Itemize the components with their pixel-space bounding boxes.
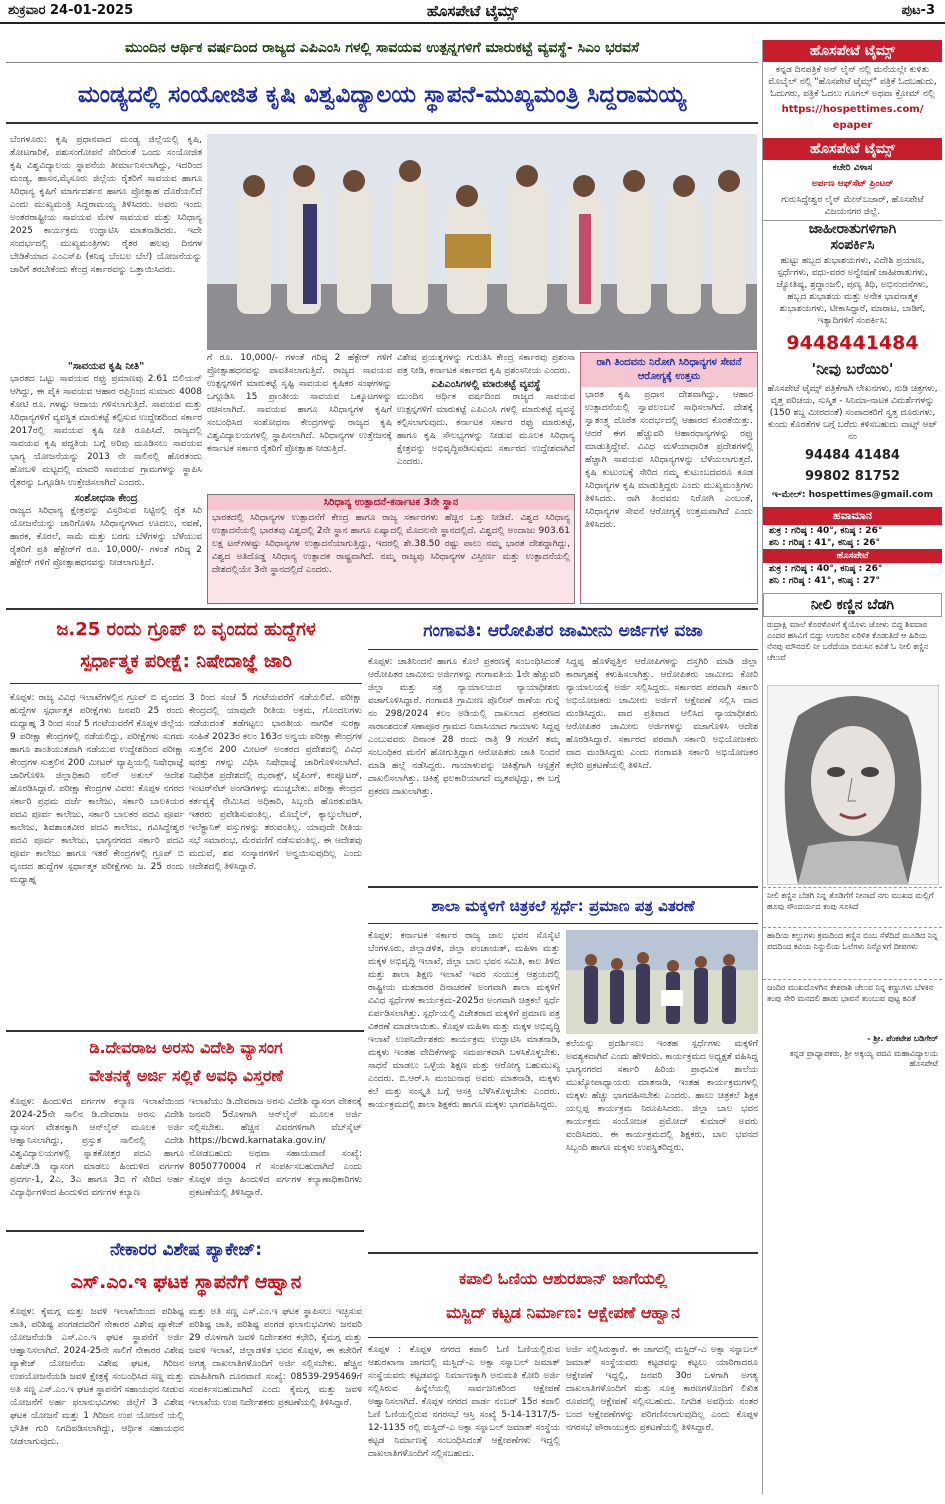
divider-4 <box>368 886 758 888</box>
devaraj-col2 <box>189 1096 362 1226</box>
kapali-title-line2: ಮಸ್ಜಿದ್ ಕಟ್ಟಡ ನಿರ್ಮಾಣ: ಆಕ್ಷೇಪಣೆ ಆಹ್ವಾನ <box>446 1303 680 1322</box>
groupb-title-line2: ಸ್ಪರ್ಧಾತ್ಮಕ ಪರೀಕ್ಷೆ: ನಿಷೇದಾಜ್ಞೆ ಜಾರಿ <box>80 651 292 672</box>
lead-col1 <box>10 134 202 360</box>
groupb-col2-text: 3 ರಿಂದ ಸಂಜೆ 5 ಗಂಟೆಯವರೆಗೆ ನಡೆಯಲಿವೆ. ಪರೀಕ್ಷಾ ಕೇಂದ್ರದಲ್ಲಿ ಯಾವುದೇ ರೀತಿಯ ಅಕ್ರಮ, ಗೊಂದಲಗಳು ನಡೆಯದಂತೆ ತಡೆಗಟ್ಟಲು ಭಾರತೀಯ ನಾಗರಿಕ ಸುರಕ್ಷಾ ಸಂಹಿತೆ 2023ರ ಕಲಂ 163ರ ಅನ್ವಯ ಪರೀಕ್ಷಾ ಕೇಂದ್ರಗಳ ಸುತ್ತಲಿನ 200 ಮೀಟರ್ ಅಂತರದ ಪ್ರದೇಶದಲ್ಲಿ ವಿವಿಧ ಷರತ್ತು ಗಳನ್ನು ವಿಧಿಸಿ ನಿಷೇಧಾಜ್ಞೆ ಜಾರಿಗೊಳಿಸಲಾಗಿದೆ. ನಿಷೇಧಿತ ಪ್ರದೇಶದಲ್ಲಿ ಝರಾಕ್ಸ್, ಟೈಪಿಂಗ್, ಕಂಪ್ಯೂಟರ್, ಇಂಟರ್‌ನೆಟ್ ಅಂಗಡಿಗಳನ್ನು ಮುಚ್ಚಬೇಕು. ಪರೀಕ್ಷಾ ಕೇಂದ್ರದ ಕರ್ತವ್ಯಕ್ಕೆ ನೇಮಿಸಿದ ಅಧಿಕಾರಿ, ಸಿಬ್ಬಂದಿ ಹೊರತುಪಡಿಸಿ ಇತರರು ಪ್ರವೇಶಿಸುವಂತಿಲ್ಲ. ಮೊಬೈಲ್, ಕ್ಯಾಲ್ಕುಲೇಟರ್, ಇಲೆಕ್ಟ್ರಾನಿಕ್ ವಸ್ತುಗಳನ್ನು ತರುವಂತಿಲ್ಲ. ಯಾವುದೇ ರೀತಿಯ ಸಭೆ ಸಮಾರಂಭ, ಮೆರವಣಿಗೆ ನಡೆಸುವಂತಿಲ್ಲ. ಈ ಆದೇಶವು ಮದುವೆ, ಶವ ಸಂಸ್ಕಾರಗಳಿಗೆ ಅನ್ವಯಿಸುವುದಿಲ್ಲ ಎಂದು ಆದೇಶದಲ್ಲಿ ತಿಳಿಸಿದ್ದಾರೆ. <box>189 693 362 872</box>
kapali-col1-text: ಕೊಪ್ಪಳ : ಕೊಪ್ಪಳ ನಗರದ ಕಪಾಲಿ ಓಣಿ ಓಣಿಯಲ್ಲಿರುವ ಆಶುರಖಾನಾ ಜಾಗದಲ್ಲಿ ಮಸ್ಜಿದ್-ಎ ಅಕ್ಸಾ ಸಸ್ನಾಬಲ್ ಜಮಾತ್ ಸಂಸ್ಥೆಯವರು ಕಟ್ಟಡವನ್ನು ನಿರ್ಮಾಣಕ್ಕಾಗಿ ಅನುಮತಿ ಕೋರಿ ಅರ್ಜಿ ಸಲ್ಲಿಸಿರುವ ಹಿನ್ನೆಲೆಯಲ್ಲಿ ಸಾರ್ವಜನಿಕರಿಂದ ಆಕ್ಷೇಪಣೆ ಆಹ್ವಾನಿಸಲಾಗಿದೆ. ಕೊಪ್ಪಳ ನಗರದ ವಾರ್ಡ ನಂಬರ್ 15ರ ಕಪಾಲಿ ಓಣಿ ಓಣಿಯಲ್ಲಿರುವ ನಗರಸಭೆ ಆಸ್ತಿ ಸಂಖ್ಯೆ 5-14-1317/5-12-1135 ರಲ್ಲಿ ಮಸ್ಜಿದ್-ಎ ಅಕ್ಸಾ ಸಸ್ನಾಬಲ್ ಜಮಾತ್ ಸಂಸ್ಥೆಯ ಕಟ್ಟಡ ನಿರ್ಮಾಣಕ್ಕೆ ಸಂಬಂಧಿಸಿದಂತೆ ಆಕ್ಷೇಪಣೆಗಳು ಇದ್ದಲ್ಲಿ ದಾಖಲಾತಿಗಳೊಂದಿಗೆ ಸಲ್ಲಿಸಬಹುದು. <box>368 1345 560 1459</box>
lead-col3b-text: ಮುಂದಿನ ಆರ್ಥಿಕ ವರ್ಷದಿಂದ ರಾಜ್ಯದ ಸಾವಯವ ಉತ್ಪನ್ನಗಳಿಗೆ ಮಾರುಕಟ್ಟೆ ಎಪಿಎಂಸಿ ಗಳಲ್ಲಿ ಮಾರುಕಟ್ಟೆ ವ್ಯವಸ್ಥೆ ಕಲ್ಪಿಸಲಾಗುವುದು. ಕರ್ನಾಟಕ ಸರ್ಕಾರ ರಫ್ತು ಮಾರುಕಟ್ಟೆ, ಹಾಗೂ ಕೃಷಿ ಸೌಲಭ್ಯಗಳನ್ನು ನೀಡುವ ಮೂಲಕ ಸಿರಿಧಾನ್ಯ ಕ್ಷೇತ್ರವನ್ನು ಅಭಿವೃದ್ಧಿಪಡಿಸುವುದು ಸರ್ಕಾರದ ಉದ್ದೇಶವಾಗಿದೆ ಎಂದರು. <box>397 392 575 467</box>
shala-col1 <box>368 930 560 1246</box>
nekar-title-line1: ನೇಕಾರರ ವಿಶೇಷ ಪ್ಯಾಕೇಜ್: <box>109 1240 263 1260</box>
sidebar <box>762 40 942 1494</box>
lead-photo <box>207 134 757 350</box>
weather-row-4: ಶನಿ : ಗರಿಷ್ಠ : 41°, ಕನಿಷ್ಠ : 27° <box>769 576 881 586</box>
devaraj-col1 <box>10 1096 184 1226</box>
millet-box-body: ಭಾರತದಲ್ಲಿ ಸಿರಿಧಾನ್ಯಗಳ ಉತ್ಪಾದನೆಗೆ ಕೇಂದ್ರ ಹಾಗೂ ರಾಜ್ಯ ಸರ್ಕಾರಗಳು ಹೆಚ್ಚಿನ ಒತ್ತು ನೀಡಿವೆ. ವಿಶ್ವದ ಸಿರಿಧಾನ್ಯ ಉತ್ಪಾದನೆಯಲ್ಲಿ ಭಾರತವು ವಿಶ್ವದಲ್ಲಿ 2ನೇ ಸ್ಥಾನ ಹಾಗೂ ಏಷ್ಯಾದಲ್ಲಿ ಮೊದಲನೇ ಸ್ಥಾನದಲ್ಲಿದೆ. ವಿಶ್ವದಲ್ಲಿ ಅಂದಾಜು 903.61 ಲಕ್ಷ ಟನ್‌ಗಳಷ್ಟು ಸಿರಿಧಾನ್ಯಗಳ ಉತ್ಪಾದನೆಯಾಗುತ್ತಿದ್ದು, ಇದರಲ್ಲಿ ಶೇ.38.50 ರಷ್ಟು ಪಾಲು ನಮ್ಮ ಭಾರತ ದೇಶದ್ದಾಗಿದ್ದು, ವಿಶ್ವದ ಅತಿದೊಡ್ಡ ಸಿರಿಧಾನ್ಯ ಉತ್ಪಾದಕ ರಾಷ್ಟ್ರವಾಗಿದೆ. ನಮ್ಮ ರಾಜ್ಯವು ಸಿರಿಧಾನ್ಯಗಳ ವಿಸ್ತೀರ್ಣ ಮತ್ತು ಉತ್ಪಾದನೆಯಲ್ಲಿ ದೇಶದಲ್ಲಿಯೇ 3ನೇ ಸ್ಥಾನದಲ್ಲಿದೆ ಎಂದರು. <box>212 513 570 575</box>
devaraj-title-line2: ವೇತನಕ್ಕೆ ಅರ್ಜಿ ಸಲ್ಲಿಕೆ ಅವಧಿ ವಿಸ್ತರಣೆ <box>89 1066 283 1085</box>
divider-2 <box>6 1030 364 1032</box>
shala-col1-text: ಕೊಪ್ಪಳ: ಕರ್ನಾಟಕ ಸರ್ಕಾರ ರಾಜ್ಯ ಜಾಲ ಭವನ ಸೊಸೈಟಿ ಬೆಂಗಳೂರು, ಜಿಲ್ಲಾಡಳಿತ, ಜಿಲ್ಲಾ ಪಂಚಾಯತ್, ಮಹಿಳಾ ಮತ್ತು ಮಕ್ಕಳ ಅಭಿವೃದ್ಧಿ ಇಲಾಖೆ, ಜಿಲ್ಲಾ ಬಾಲ ಭವನ ಸಮಿತಿ, ಕಾಲ ತಿಳಿದ ಮತ್ತು ಶಾಲಾ ಶಿಕ್ಷಣ ಇಲಾಖೆ ಇವರ ಸಂಯುಕ್ತ ಆಶ್ರಯದಲ್ಲಿ ರಾಷ್ಟ್ರೀಯ ಮತದಾರರ ದಿನಾಚರಣೆ ಅಂಗವಾಗಿ ಶಾಲಾ ಮಕ್ಕಳಿಗೆ ವಿವಿಧ ಸ್ಪರ್ಧೆಗಳ ಕಾರ್ಯಕ್ರಮ-2025ರ ಅಂಗವಾಗಿ ಚಿತ್ರಕಲೆ ಸ್ಪರ್ಧೆ ಏರ್ಪಡಿಸಲಾಗಿತ್ತು. ಸ್ಪರ್ಧೆಯಲ್ಲಿ ವಿಜೇತರಾದ ಮಕ್ಕಳಿಗೆ ಪ್ರಮಾಣ ಪತ್ರ ವಿತರಣೆ ಮಾಡಲಾಯಿತು. ಕೊಪ್ಪಳ ಮಹಿಳಾ ಮತ್ತು ಮಕ್ಕಳ ಅಭಿವೃದ್ಧಿ ಇಲಾಖೆ ಉಪನಿರ್ದೇಶಕರು ಕಾರ್ಯಕ್ರಮ ಉದ್ಘಾಟಿಸಿ ಮಾತನಾಡಿ, ಮಕ್ಕಳು ಇಂತಹ ವೇದಿಕೆಗಳನ್ನು ಸಮರ್ಪಕವಾಗಿ ಬಳಸಿಕೊಳ್ಳಬೇಕು. ಸಾಧನೆ ಮಾಡಲು ಒಳ್ಳೆಯ ಶಿಕ್ಷಣ ಮತ್ತು ಆರೋಗ್ಯ ಬಹುಮುಖ್ಯ ಎಂದರು. ಬಿ.ಆರ್.ಸಿ ಮಂಜುನಾಥ ಅವರು ಮಾತನಾಡಿ, ಮಕ್ಕಳು ಕಲೆ ಮತ್ತು ಸಂಸ್ಕೃತಿ ಬಗ್ಗೆ ಆಸಕ್ತಿ ಬೆಳೆಸಿಕೊಳ್ಳಬೇಕು ಎಂದರು. ಕಾರ್ಯಕ್ರಮದಲ್ಲಿ ಶಾಲಾ ಶಿಕ್ಷಕರು ಹಾಗೂ ಮಕ್ಕಳು ಭಾಗವಹಿಸಿದ್ದರು. <box>368 931 560 1110</box>
lead-col1b-text: ಭಾರತದ ಒಟ್ಟು ಸಾವಯವ ರಫ್ತು ಪ್ರಮಾಣವು 2.61 ಬಿಲಿಯನ್ ಆಗಿದ್ದು, ಈ ಪೈಕಿ ಸಾವಯವ ಆಹಾರ ರಫ್ತಿನಿಂದ ಸುಮಾರು 4008 ಕೋಟಿ ರೂ. ಗಳಷ್ಟು ಆದಾಯ ಗಳಿಸಲಾಗುತ್ತಿದೆ. ಸಾವಯವ ಮತ್ತು ಸಿರಿಧಾನ್ಯಗಳಿಗೆ ವ್ಯವಸ್ಥಿತ ಮಾರುಕಟ್ಟೆ ಕಲ್ಪಿಸುವ ಉದ್ದೇಶದಿಂದ ಸರ್ಕಾರ 2017ರಲ್ಲಿ ಸಾವಯವ ಕೃಷಿ ನೀತಿ ರೂಪಿಸಿದೆ. ರಾಜ್ಯದಲ್ಲಿ ಸಾವಯವ ಕೃಷಿ ಪದ್ಧತಿಯ ಬಗ್ಗೆ ಅರಿವು ಮೂಡಿಸಲು ಸಾವಯವ ಭಾಗ್ಯ ಯೋಜನೆಯನ್ನು 2013 ನೇ ಸಾಲಿನಲ್ಲಿ ಹೊರತಂದು ಹೋಬಳಿ ಮಟ್ಟದಲ್ಲಿ ಮಾದರಿ ಸಾವಯವ ಗ್ರಾಮಗಳನ್ನು ಸ್ಥಾಪಿಸಿ ರೈತರನ್ನು ಒಗ್ಗೂಡಿಸಿ ಉತ್ತೇಜಿಸಲಾಗಿದೆ ಎಂದರು. <box>10 374 202 488</box>
lead-subhead2: ಸಂಶೋಧನಾ ಕೇಂದ್ರ <box>74 493 138 504</box>
sidebar-phone-big: 9448441484 <box>786 332 919 354</box>
devaraj-title <box>10 1034 362 1094</box>
sidebar-you-write: 'ನೀವು ಬರೆಯಿರಿ' <box>811 360 894 378</box>
sidebar-url[interactable]: https://hospettimes.com/ <box>781 104 924 115</box>
nekar-col1-text: ಕೊಪ್ಪಳ: ಕೈಮಗ್ಗ ಮತ್ತು ಜವಳಿ ಇಲಾಖೆಯಿಂದ ಪರಿಶಿಷ್ಟ ಜಾತಿ, ಪರಿಶಿಷ್ಟ ಪಂಗಡದವರಿಗೆ ನೇಕಾರರ ವಿಶೇಷ ಪ್ಯಾಕೇಜ್ ಯೋಜನೆಯಡಿ ಎಸ್.ಎಂ.ಇ ಘಟಕ ಸ್ಥಾಪನೆಗೆ ಅರ್ಜಿ ಆಹ್ವಾನಿಸಲಾಗಿದೆ. 2024-25ನೇ ಸಾಲಿಗೆ ನೇಕಾರರ ವಿಶೇಷ ಪ್ಯಾಕೇಜ್ ಯೋಜನೆಯ ವಿಶೇಷ ಘಟಕ, ಗಿರಿಜನ ಉಪಯೋಜನೆಯಡಿ ಜವಳಿ ಕ್ಷೇತ್ರಕ್ಕೆ ಸಂಬಂಧಿಸಿದ ಸಣ್ಣ ಮತ್ತು ಅತಿ ಸಣ್ಣ ಎಸ್.ಎಂ.ಇ ಘಟಕ ಸ್ಥಾಪನೆಗೆ ಸಹಾಯಧನ ನೀಡುವ ಯೋಜನೆಗೆ ಅರ್ಹ ಫಲಾನುಭವಿಗಳು ಜಿಲ್ಲೆಗೆ 3 ವಿಶೇಷ ಘಟಕ ಯೋಜನೆ ಮತ್ತು 1 ಗಿರಿಜನ ಉಪ ಯೋಜನೆ ಯಲ್ಲಿ ಭೌತಿಕ ಗುರಿ ನಿಗದಿಪಡಿಸಲಾಗಿದ್ದು, ಆರ್ಥಿಕ ಸಹಾಯಧನ ನೀಡಲಾಗುವುದು. <box>10 1307 184 1447</box>
lead-kicker: ಮುಂದಿನ ಆರ್ಥಿಕ ವರ್ಷದಿಂದ ರಾಜ್ಯದ ಎಪಿಎಂಸಿ ಗಳಲ್ಲಿ ಸಾವಯವ ಉತ್ಪನ್ನಗಳಿಗೆ ಮಾರುಕಟ್ಟೆ ವ್ಯವಸ್ಥೆ- ಸಿಎಂ ಭರವಸೆ <box>6 40 758 63</box>
ragi-body: ಭಾರತ ಕೃಷಿ ಪ್ರಧಾನ ದೇಶವಾಗಿದ್ದು, ಆಹಾರ ಉತ್ಪಾದನೆಯಲ್ಲಿ ಸ್ವಾವಲಂಬನೆ ಸಾಧಿಸಲಾಗಿದೆ. ದೇಶಕ್ಕೆ ಸ್ವಾತಂತ್ರ್ಯ ದೊರೆತ ಸಂದರ್ಭದಲ್ಲಿ ಆಹಾರದ ಕೊರತೆಯಿತ್ತು. ಆದರೆ ಈಗ ಹೆಚ್ಚುವರಿ ಆಹಾರಧಾನ್ಯಗಳನ್ನು ರಫ್ತು ಮಾಡುತ್ತಿದ್ದೇವೆ. ವಿವಿಧ ಮಳೆಯಾಧಾರಿತ ಪ್ರದೇಶಗಳಲ್ಲಿ ಹೆಚ್ಚಾಗಿ ಸಾವಯವ ಸಿರಿಧಾನ್ಯಗಳನ್ನು ಬೆಳೆಯಲಾಗುತ್ತದೆ. ಕೃಷಿ ಕುಟುಂಬಕ್ಕೆ ಸೇರಿದ ನಮ್ಮ ಕುಟುಂಬದವರೂ ಕೂಡ ಸಿರಿಧಾನ್ಯಗಳ ಕೃಷಿ ಮಾಡುತ್ತಿದ್ದರು ಎಂದು ಮುಖ್ಯಮಂತ್ರಿಗಳು ತಿಳಿಸಿದರು. ರಾಗಿ ತಿಂದವನು ನಿರೋಗಿ ಎಂಬಂತೆ, ಸಿರಿಧಾನ್ಯಗಳ ಸೇವನೆ ಆರೋಗ್ಯಕ್ಕೆ ಉತ್ತಮವಾಗಿದೆ ಎಂದು ತಿಳಿಸಿದರು. <box>585 390 753 530</box>
kapali-col2 <box>566 1344 758 1496</box>
sidebar-phone2: 99802 81752 <box>805 469 900 484</box>
shala-photo <box>566 930 758 1034</box>
lead-subhead3: ಎಪಿಎಂಸಿಗಳಲ್ಲಿ ಮಾರುಕಟ್ಟೆ ವ್ಯವಸ್ಥೆ <box>431 379 541 390</box>
groupb-col1-text: ಕೊಪ್ಪಳ: ರಾಜ್ಯ ವಿವಿಧ ಇಲಾಖೆಗಳಲ್ಲಿನ ಗ್ರೂಪ್ ಬಿ ವೃಂದದ ಹುದ್ದೆಗಳ ಸ್ಪರ್ಧಾತ್ಮಕ ಪರೀಕ್ಷೆಗಳು ಜನವರಿ 25 ರಂದು ಮಧ್ಯಾಹ್ನ 3 ರಿಂದ ಸಂಜೆ 5 ಗಂಟೆಯವರೆಗೆ ಕೊಪ್ಪಳ ಜಿಲ್ಲೆಯ 9 ಪರೀಕ್ಷಾ ಕೇಂದ್ರಗಳಲ್ಲಿ ನಡೆಯಲಿದ್ದು, ಪರೀಕ್ಷೆಗಳು ಸುಗಮ ಹಾಗೂ ಶಾಂತಿಯುತವಾಗಿ ನಡೆಯುವ ಉದ್ದೇಶದಿಂದ ಪರೀಕ್ಷಾ ಕೇಂದ್ರಗಳ ಸುತ್ತಲಿನ 200 ಮೀಟರ್ ವ್ಯಾಪ್ತಿಯಲ್ಲಿ ನಿಷೇಧಾಜ್ಞೆ ಜಾರಿಗೊಳಿಸಿ ಜಿಲ್ಲಾಧಿಕಾರಿ ನಲಿನ್ ಅತುಲ್ ಆದೇಶ ಹೊರಡಿಸಿದ್ದಾರೆ. ಪರೀಕ್ಷಾ ಕೇಂದ್ರಗಳ ವಿವರ: ಕೊಪ್ಪಳ ನಗರದ ಸರ್ಕಾರಿ ಪ್ರಥಮ ದರ್ಜೆ ಕಾಲೇಜು, ಸರ್ಕಾರಿ ಬಾಲಕಿಯರ ಪದವಿ ಪೂರ್ವ ಕಾಲೇಜು, ಸರ್ಕಾರಿ ಬಾಲಕರ ಪದವಿ ಪೂರ್ವ ಕಾಲೇಜು, ಶಿವಶಾಂತವೀರ ಪದವಿ ಕಾಲೇಜು, ಗವಿಸಿದ್ದೇಶ್ವರ ಪದವಿ ಪೂರ್ವ ಕಾಲೇಜು, ಭಾಗ್ಯನಗರದ ಸರ್ಕಾರಿ ಪದವಿ ಪೂರ್ವ ಕಾಲೇಜು ಹಾಗೂ ಇತರೆ ಕೇಂದ್ರಗಳಲ್ಲಿ ಗ್ರೂಪ್ ಬಿ ವೃಂದದ ಹುದ್ದೆಗಳ ಸ್ಪರ್ಧಾತ್ಮಕ ಪರೀಕ್ಷೆಗಳು ಜ. 25 ರಂದು ಮಧ್ಯಾಹ್ನ <box>10 693 184 885</box>
poem-title: ನೀಲಿ ಕಣ್ಣಿನ ಬೆಡಗಿ <box>763 593 942 617</box>
groupb-title-line1: ಜ.25 ರಂದು ಗ್ರೂಪ್ ಬಿ ವೃಂದದ ಹುದ್ದೆಗಳ <box>56 619 316 640</box>
ragi-box <box>580 352 758 604</box>
groupb-title <box>10 614 362 684</box>
sidebar-office: ಕಚೇರಿ ವಿಳಾಸ <box>832 163 873 173</box>
kapali-title-line1: ಕಪಾಲಿ ಓಣಿಯ ಆಶುರಖಾನ್ ಜಾಗೆಯಲ್ಲಿ <box>459 1269 667 1288</box>
millet-production-box <box>207 494 575 604</box>
sidebar-printer: ಅರ್ಪಣ ಆಫ್‌ಸೆಟ್ ಪ್ರಿಂಟರ್ <box>811 179 894 189</box>
poem-author-role: ಕನ್ನಡ ಪ್ರಾಧ್ಯಾಪಕರು, ಶ್ರೀ ಅಕ್ಕಯ್ಯ ಪದವಿ ಮಹಾವಿದ್ಯಾಲಯ ಹೊಸಪೇಟೆ <box>789 1049 938 1068</box>
nekar-title <box>10 1234 362 1302</box>
sidebar-promo: ಕನ್ನಡ ದಿನಪತ್ರಿಕೆ ಅನ್ ಲೈನ್ ನಲ್ಲಿ ಮನೆಯಲ್ಲೇ ಕುಳಿತು ಮೊಬೈಲ್ ನಲ್ಲಿ "ಹೊಸಪೇಟೆ ಟೈಮ್ಸ್" ಪತ್ರಿಕೆ ಓದಬಹುದು, ಓದುಗರು, ಪತ್ರಿಕೆ ಓದಲು ಗೂಗಲ್ ಅಥವಾ ಕ್ರೋಮ್ ನಲ್ಲಿ <box>768 65 937 99</box>
sidebar-ad-title2: ಸಂಪರ್ಕಿಸಿ <box>830 237 875 253</box>
sidebar-epaper[interactable]: epaper <box>832 120 873 131</box>
lead-col2 <box>207 352 392 492</box>
gangavati-col1 <box>368 656 560 882</box>
devaraj-col1-text: ಕೊಪ್ಪಳ: ಹಿಂದುಳಿದ ವರ್ಗಗಳ ಕಲ್ಯಾಣ ಇಲಾಖೆಯಿಂದ 2024-25ನೇ ಸಾಲಿನ ಡಿ.ದೇವರಾಜ ಅರಸು ವಿದೇಶಿ ವ್ಯಾಸಂಗ ವೇತನಕ್ಕಾಗಿ ಆನ್‌ಲೈನ್ ಮೂಲಕ ಅರ್ಜಿ ಆಹ್ವಾನಿಸಲಾಗಿದ್ದು, ಪ್ರಸ್ತುತ ಸಾಲಿನಲ್ಲಿ ವಿದೇಶಿ ವಿಶ್ವವಿದ್ಯಾಲಯಗಳಲ್ಲಿ ಸ್ನಾತಕೋತ್ತರ ಪದವಿ ಹಾಗೂ ಪಿಹೆಚ್.ಡಿ ವ್ಯಾಸಂಗ ಮಾಡಲು ಹಿಂದುಳಿದ ವರ್ಗಗಳ ಪ್ರವರ್ಗ-1, 2ಎ, 3ಎ ಹಾಗೂ 3ಬಿ ಗೆ ಸೇರಿದ ಅರ್ಹ ವಿದ್ಯಾರ್ಥಿಗಳಿಂದ ಹಿಂದುಳಿದ ವರ್ಗಗಳ ಕಲ್ಯಾಣ <box>10 1097 184 1198</box>
weather-row-1: ಶುಕ್ರ : ಗರಿಷ್ಠ : 40°, ಕನಿಷ್ಠ : 26° <box>769 526 883 536</box>
nekar-title-line2: ಎಸ್.ಎಂ.ಇ ಘಟಕ ಸ್ಥಾಪನೆಗೆ ಆಹ್ವಾನ <box>70 1271 302 1293</box>
groupb-col2 <box>189 692 362 1026</box>
sidebar-ad-text: ಹುಟ್ಟು ಹಬ್ಬದ ಶುಭಾಶಯಗಳು, ವಿದೇಶಿ ಪ್ರಯಾಣ, ಸ್ಪರ್ಧೆಗಳು, ವಧು-ವರರ ಅನ್ವೇಷಣೆ ಜಾಹೀರಾತುಗಳು, ಜ್ಯೋತಿಷ್ಯ, ಶ್ರದ್ಧಾಂಜಲಿ, ಪುಣ್ಯ ತಿಥಿ, ಅಭಿನಂದನೆಗಳು, ಹಬ್ಬದ ಶುಭಾಶಯ ಮತ್ತು ಅನೇಕ ಭಾವನಾತ್ಮಕ ಶುಭಾಶಯಗಳು, ಟೀಕಾಸಿದ್ದಾರೆ, ಮಾರಾಟ, ಬಾಡಿಗೆ, ಇತ್ಯಾದಿಗಳಿಗೆ ಸಂಪರ್ಕಿಸಿ: <box>776 256 929 326</box>
devaraj-col2-text: ಇಲಾಖೆಯು ಡಿ.ದೇವರಾಜ ಅರಸು ವಿದೇಶಿ ವ್ಯಾಸಂಗ ವೇತನಕ್ಕೆ ಜನವರಿ 5ರೊಳಗಾಗಿ ಆನ್‌ಲೈನ್ ಮೂಲಕ ಅರ್ಜಿ ಸಲ್ಲಿಸಬೇಕು. ಹೆಚ್ಚಿನ ವಿವರಗಳಿಗಾಗಿ ವೆಬ್‌ಸೈಟ್ https://bcwd.karnataka.gov.in/ ನೋಡಬಹುದು ಅಥವಾ ಸಹಾಯವಾಣಿ ಸಂಖ್ಯೆ: 8050770004 ಗೆ ಸಂಪರ್ಕಿಸಬಹುದಾಗಿದೆ ಎಂದು ಕೊಪ್ಪಳ ಜಿಲ್ಲಾ ಹಿಂದುಳಿದ ವರ್ಗಗಳ ಕಲ್ಯಾಣಾಧಿಕಾರಿಗಳು ಪ್ರಕಟಣೆಯಲ್ಲಿ ತಿಳಿಸಿದ್ದಾರೆ. <box>189 1097 362 1198</box>
page-header <box>0 0 945 24</box>
sidebar-email[interactable]: ಇ-ಮೇಲ್: hospettimes@gmail.com <box>772 490 933 500</box>
lead-col1c-text: ರಾಜ್ಯದ ಸಿರಿಧಾನ್ಯ ಕ್ಷೇತ್ರವನ್ನು ವಿಸ್ತರಿಸುವ ನಿಟ್ಟಿನಲ್ಲಿ ರೈತ ಸಿರಿ ಯೋಜನೆಯನ್ನು ಜಾರಿಗೊಳಿಸಿ ಸಿರಿಧಾನ್ಯಗಳಾದ ಊದಲು, ನವಣೆ, ಹಾರಕ, ಕೊರಲೆ, ಸಾಮೆ ಮತ್ತು ಬರಗು ಬೆಳೆಗಳನ್ನು ಬೆಳೆಯುವ ರೈತರಿಗೆ ಪ್ರತಿ ಹೆಕ್ಟೇರ್‌ಗೆ ರೂ. 10,000/- ಗಳಂತೆ ಗರಿಷ್ಠ 2 ಹೆಕ್ಟೇರ್ ಗಳಿಗೆ ಪ್ರೋತ್ಸಾಹಧನವನ್ನು ನೀಡಲಾಗುತ್ತಿದೆ. <box>10 506 202 568</box>
lead-headline: ಮಂಡ್ಯದಲ್ಲಿ ಸಂಯೋಜಿತ ಕೃಷಿ ವಿಶ್ವವಿದ್ಯಾಲಯ ಸ್ಥಾಪನೆ-ಮುಖ್ಯಮಂತ್ರಿ ಸಿದ್ದರಾಮಯ್ಯ <box>6 76 758 124</box>
masthead: ಹೊಸಪೇಟೆ ಟೈಮ್ಸ್ <box>426 2 519 20</box>
lead-col3-text: ವಿಶೇಷ ಪ್ರಯತ್ನಗಳನ್ನು ಗುರುತಿಸಿ ಕೇಂದ್ರ ಸರ್ಕಾರವು ಪ್ರಶಂಸಾ ಪತ್ರ ನೀಡಿ, ಕರ್ನಾಟಕ ಸರ್ಕಾರದ ಕೃಷಿ ಪ್ರಶಂಸನೀಯ ಎಂದರು. <box>397 353 575 376</box>
divider-3 <box>6 1230 364 1232</box>
gangavati-title: ಗಂಗಾವತಿ: ಆರೋಪಿತರ ಜಾಮೀನು ಅರ್ಜಿಗಳ ವಜಾ <box>368 614 758 650</box>
portrait-sketch-icon <box>768 686 938 884</box>
lead-col3 <box>397 352 575 492</box>
sidebar-write-text: ಹೊಸಪೇಟೆ ಟೈಮ್ಸ್ ಪತ್ರಿಕೆಗಾಗಿ ಲೇಖನಗಳು, ನುಡಿ ಚಿತ್ರಗಳು, ವೃತ್ತ ಪರಿಚಯ, ಸುಸ್ಮಿತ - ಸಿನಿಮಾ-ನಾಟಕ ವಿಮರ್ಶೆಗಳನ್ನು (150 ಶಬ್ದ ಮೀರದಂತೆ) ಸಂಪಾದಕರಿಗೆ ಸ್ವತ್ತ ದೂರುಗಳು, ಕುಂದು ಕೊರತೆಗಳ ಬಗ್ಗೆ ಬರೆದು ಕಳಿಸಬಹುದು ವಾಟ್ಸ್ ಆಪ್ ನಂ <box>767 384 938 442</box>
weather-row-2: ಶನಿ : ಗರಿಷ್ಠ : 41°, ಕನಿಷ್ಠ : 26° <box>769 538 881 548</box>
gangavati-col1-text: ಕೊಪ್ಪಳ: ಜಾತಿನಿಂದನೆ ಹಾಗೂ ಕೊಲೆ ಪ್ರಕರಣಕ್ಕೆ ಸಂಬಂಧಿಸಿದಂತೆ ಆರೋಪಿತರ ಜಾಮೀನು ಅರ್ಜಿಗಳನ್ನು ಗಂಗಾವತಿಯ 1ನೇ ಹೆಚ್ಚುವರಿ ಜಿಲ್ಲಾ ಮತ್ತು ಸತ್ರ ನ್ಯಾಯಾಲಯದ ನ್ಯಾಯಾಧೀಶರು ವಜಾಗೊಳಿಸಿದ್ದಾರೆ. ಗಂಗಾವತಿ ಗ್ರಾಮೀಣ ಪೊಲೀಸ್ ಠಾಣೆಯ ಗುನ್ನೆ ನಂ 298/2024 ಕಲಂ ಅಡಿಯಲ್ಲಿ ದಾಖಲಾದ ಪ್ರಕರಣದ ಸಾರಾಂಶದಂತೆ ಸಣಾಪೂರ ಗ್ರಾಮದ ನಿವಾಸಿಯಾದ ಗಾಯಾಳು ಸಿದ್ದಪ್ಪ ಎಂಬುವವರು ದಿನಾಂಕ 28 ರಂದು ರಾತ್ರಿ 9 ಗಂಟೆಗೆ ತಮ್ಮ ಸಂಬಂಧಿಕರ ಮನೆಗೆ ಹೋಗುತ್ತಿದ್ದಾಗ ಆರೋಪಿತರು ಜಾತಿ ನಿಂದನೆ ಮಾಡಿ ಹಲ್ಲೆ ನಡೆಸಿದ್ದರು. ಗಾಯಾಳುವನ್ನು ಚಿಕಿತ್ಸೆಗಾಗಿ ಆಸ್ಪತ್ರೆಗೆ ದಾಖಲಿಸಲಾಗಿತ್ತು. ಚಿಕಿತ್ಸೆ ಫಲಕಾರಿಯಾಗದೆ ಮೃತಪಟ್ಟಿದ್ದು, ಈ ಬಗ್ಗೆ ಪ್ರಕರಣ ದಾಖಲಾಗಿತ್ತು. <box>368 657 560 797</box>
lead-col2-text: ಗೆ ರೂ. 10,000/- ಗಳಂತೆ ಗರಿಷ್ಠ 2 ಹೆಕ್ಟೇರ್ ಗಳಿಗೆ ಪ್ರೋತ್ಸಾಹಧನವನ್ನು ಪಾವತಿಸಲಾಗುತ್ತಿದೆ. ರಾಜ್ಯದ ಸಾವಯವ ಉತ್ಪನ್ನಗಳಿಗೆ ಮಾರುಕಟ್ಟೆ ಸೃಷ್ಟಿ ಸಾವಯವ ಕೃಷಿಕರ ಸಂಘಗಳನ್ನು ಒಗ್ಗೂಡಿಸಿ 15 ಪ್ರಾಂತೀಯ ಸಾವಯವ ಒಕ್ಕೂಟಗಳನ್ನು ರಚಿಸಲಾಗಿದೆ. ಸಾವಯವ ಹಾಗೂ ಸಿರಿಧಾನ್ಯಗಳ ಕೃಷಿಗೆ ಸಂಬಂಧಿಸಿದ ಸಂಶೋಧನಾ ಕೇಂದ್ರಗಳನ್ನು ರಾಜ್ಯದ ಕೃಷಿ ವಿಶ್ವವಿದ್ಯಾಲಯಗಳಲ್ಲಿ ಸ್ಥಾಪಿಸಲಾಗಿದೆ. ಸಿರಿಧಾನ್ಯಗಳ ಉತ್ತೇಜನಕ್ಕೆ ಕರ್ನಾಟಕ ಸರ್ಕಾರ ರೈತರಿಗೆ ಪ್ರೋತ್ಸಾಹ ನೀಡುತ್ತಿದೆ. <box>207 353 392 454</box>
sidebar-brand: ಹೊಸಪೇಟೆ ಟೈಮ್ಸ್ <box>763 40 942 62</box>
poem-stanza-4: ಜಂದಿರ ಮುಖದೊಳಗಿನ ಕೇಶರಾಶಿ ಚೆಲುವ ನಿನ್ನ ಕಣ್ಣುಗಳು ಬೆಳಕಿನ ತಂಪು ಸೇರಿ ಮನದಲಿ ಹಾಡು ಭಾವನೆ ತುಂಬುವ ಪುಟ್ಟ ಕವಿತೆ <box>763 979 942 1031</box>
weather-city: ಹೊಸಪೇಟೆ <box>763 549 942 563</box>
group-photo-icon <box>566 930 758 1034</box>
shala-title: ಶಾಲಾ ಮಕ್ಕಳಿಗೆ ಚಿತ್ರಕಲೆ ಸ್ಪರ್ಧೆ: ಪ್ರಮಾಣ ಪತ್ರ ವಿತರಣೆ <box>368 890 758 924</box>
gangavati-col2-text: ಸಿದ್ದಪ್ಪ ಹೊಳೆಪ್ಪತ್ತಿನ ಆರೋಪಿಗಳನ್ನು ದಸ್ತಗಿರಿ ಮಾಡಿ ಜಿಲ್ಲಾ ಕಾರಾಗೃಹಕ್ಕೆ ಕಳುಹಿಸಲಾಗಿತ್ತು. ಆರೋಪಿತರು ಜಾಮೀನು ಕೋರಿ ನ್ಯಾಯಾಲಯಕ್ಕೆ ಅರ್ಜಿ ಸಲ್ಲಿಸಿದ್ದರು. ಸರ್ಕಾರದ ಪರವಾಗಿ ಸರ್ಕಾರಿ ಅಭಿಯೋಜಕರು ಜಾಮೀನು ಅರ್ಜಿಗೆ ಆಕ್ಷೇಪಣೆ ಸಲ್ಲಿಸಿ ವಾದ ಮಂಡಿಸಿದ್ದರು. ವಾದ ಪ್ರತಿವಾದ ಆಲಿಸಿದ ನ್ಯಾಯಾಧೀಶರು ಆರೋಪಿತರ ಜಾಮೀನು ಅರ್ಜಿಗಳನ್ನು ವಜಾಗೊಳಿಸಿ ಆದೇಶ ಹೊರಡಿಸಿದ್ದಾರೆ. ಸರ್ಕಾರದ ಪರವಾಗಿ ಸರ್ಕಾರಿ ಅಭಿಯೋಜಕರು ವಾದ ಮಂಡಿಸಿದ್ದರು ಎಂದು ಗಂಗಾವತಿ ಸರ್ಕಾರಿ ಅಭಿಯೋಜಕರ ಕಛೇರಿ ಪ್ರಕಟಣೆಯಲ್ಲಿ ತಿಳಿಸಿದೆ. <box>566 657 758 771</box>
nekar-col1 <box>10 1306 184 1496</box>
millet-box-title: ಸಿರಿಧಾನ್ಯ ಉತ್ಪಾದನೆ-ಕರ್ನಾಟಕ 3ನೇ ಸ್ಥಾನ <box>208 495 574 510</box>
shala-col2-text: ಕಲೆಯನ್ನು ಪ್ರದರ್ಶಿಸಲು ಇಂತಹ ಸ್ಪರ್ಧೆಗಳು ಮಕ್ಕಳಿಗೆ ಅವಶ್ಯಕವಾಗಿವೆ ಎಂದು ಹೇಳಿದರು. ಕಾರ್ಯಕ್ರಮದ ಅಧ್ಯಕ್ಷತೆ ವಹಿಸಿದ್ದ ಭಾಗ್ಯನಗರದ ಸರ್ಕಾರಿ ಹಿರಿಯ ಪ್ರಾಥಮಿಕ ಶಾಲೆಯ ಮುಖ್ಯೋಪಾಧ್ಯಾಯರು ಮಾತನಾಡಿ, ಇಂತಹ ಕಾರ್ಯಕ್ರಮಗಳಲ್ಲಿ ಮಕ್ಕಳು ಹೆಚ್ಚು ಭಾಗವಹಿಸಬೇಕು ಎಂದರು. ಹಾಲು ಚಿತ್ರಕಲೆ ಶಿಕ್ಷಕ ಯಲ್ಲಪ್ಪ ಕಾರ್ಯಕ್ರಮ ನಿರೂಪಿಸಿದರು. ಜಿಲ್ಲಾ ಬಾಲ ಭವನ ಕಾರ್ಯಕ್ರಮ ಸಂಯೋಜಕ ಪ್ರಮೋದ್ ಕುಮಾರ್ ಅವರು ವಂದಿಸಿದರು. ಈ ಕಾರ್ಯಕ್ರಮದಲ್ಲಿ ಶಿಕ್ಷಕರು, ಬಾಲ ಭವನದ ಸಿಬ್ಬಂದಿ ಹಾಗೂ ಮಕ್ಕಳು ಉಪಸ್ಥಿತರಿದ್ದರು. <box>566 1039 758 1153</box>
sidebar-brand-2: ಹೊಸಪೇಟೆ ಟೈಮ್ಸ್ <box>763 138 942 160</box>
sidebar-ad-title1: ಜಾಹೀರಾತುಗಳಿಗಾಗಿ <box>763 220 942 237</box>
poem-stanza-3: ಹಾದಿಯ ಕಲ್ಲುಗಳು ಕ್ರಮದಿಂದ ಕಣ್ಣಿನ ಬಿಂಬ ಸೆಳೆದಿದೆ ಮೂಡಿದ ನಿನ್ನ ಪದದಿಂದ ಕವಿಯ ನಿನ್ನುಲಿಯ ಓಲೆಗಳು ನಿನ್ನೊಳಗೆ ದೀಪಗಳು <box>763 927 942 979</box>
lead-col1-text: ಬೆಂಗಳೂರು: ಕೃಷಿ ಪ್ರಧಾನವಾದ ಮಂಡ್ಯ ಜಿಲ್ಲೆಯಲ್ಲಿ ಕೃಷಿ, ತೋಟಗಾರಿಕೆ, ಪಶುಸಂಗೋಪನೆ ಸೇರಿದಂತೆ ಒಂದು ಸಂಯೋಜಿತ ಕೃಷಿ ವಿಶ್ವವಿದ್ಯಾಲಯ ಸ್ಥಾಪನೆಯ ತೀರ್ಮಾನಿಸಲಾಗಿದ್ದು, ಇದರಿಂದ ಮಂಡ್ಯ, ಹಾಸನ,ಮೈಸೂರು ಜಿಲ್ಲೆಯ ರೈತರಿಗೆ ಸಾವಯವ ಹಾಗೂ ಸಿರಿಧಾನ್ಯ ಕೃಷಿಗೆ ಮಾರ್ಗದರ್ಶನ ಹಾಗೂ ಪ್ರೋತ್ಸಾಹ ದೊರೆಯಲಿದೆ ಎಂದು ಮುಖ್ಯಮಂತ್ರಿ ಸಿದ್ದರಾಮಯ್ಯ ತಿಳಿಸಿದರು. ಅವರು ಇಂದು ಅಂತರರಾಷ್ಟ್ರೀಯ ಸಾವಯವ ಮೇಳ ಸಾವಯವ ಮತ್ತು ಸಿರಿಧಾನ್ಯ 2025 ಕಾರ್ಯಕ್ರಮ ಉದ್ಘಾಟಿಸಿ ಮಾತನಾಡಿದರು. ಇದೇ ಸಂದರ್ಭದಲ್ಲಿ ಮುಖ್ಯಮಂತ್ರಿಗಳು ರೈತರ ಹಲವು ದಿನಗಳ ಬೇಡಿಕೆಯಾದ ಎಂಎಸ್‌ಪಿ (ಕನಿಷ್ಠ ಬೆಂಬಲ ಬೆಲೆ) ಯೋಜನೆಯನ್ನು ಜಾರಿಗೆ ತರಬೇಕೆಂದು ಕೇಂದ್ರ ಸರ್ಕಾರವನ್ನು ಒತ್ತಾಯಿಸಿದರು. <box>10 135 202 275</box>
kapali-col1 <box>368 1344 560 1496</box>
nekar-col2 <box>189 1306 362 1496</box>
nekar-col2-text: ಮತ್ತು ಅತಿ ಸಣ್ಣ ಎಸ್.ಎಂ.ಇ ಘಟಕ ಸ್ಥಾಪಿಸಲು ಇಚ್ಛಿಸುವ ಪರಿಶಿಷ್ಟ ಜಾತಿ, ಪರಿಶಿಷ್ಟ ಪಂಗಡ ಫಲಾನುಭವಿಗಳು ಜನವರಿ 29 ರೊಳಗಾಗಿ ಜವಳಿ ನಿರ್ದೇಶಕರ ಕಛೇರಿ, ಕೈಮಗ್ಗ ಮತ್ತು ಜವಳಿ ಇಲಾಖೆ, ಜಿಲ್ಲಾಡಳಿತ ಭವನ ಕೊಪ್ಪಳ, ಈ ಕಚೇರಿಗೆ ಅಗತ್ಯ ದಾಖಲಾತಿಗಳೊಂದಿಗೆ ಅರ್ಜಿ ಸಲ್ಲಿಸಬೇಕು. ಹೆಚ್ಚಿನ ಮಾಹಿತಿಗಾಗಿ ದೂರವಾಣಿ ಸಂಖ್ಯೆ: 08539-295469ಗೆ ಸಂಪರ್ಕಿಸಬಹುದಾಗಿದೆ ಎಂದು ಕೈಮಗ್ಗ ಮತ್ತು ಜವಳಿ ಇಲಾಖೆಯ ಉಪ ನಿರ್ದೇಶಕರು ಪ್ರಕಟಣೆಯಲ್ಲಿ ತಿಳಿಸಿದ್ದಾರೆ. <box>189 1307 362 1408</box>
poem-author: - ಶ್ರೀ. ಪೆಂಕಟೇಶ ಬಡಿಗೇರ್ <box>867 1034 938 1043</box>
divider-1 <box>6 608 758 610</box>
gangavati-col2 <box>566 656 758 882</box>
weather-row-3: ಶುಕ್ರ : ಗರಿಷ್ಠ : 40°, ಕನಿಷ್ಠ : 26° <box>769 564 883 574</box>
kapali-col2-text: ಅರ್ಜಿ ಸಲ್ಲಿಸಿರುತ್ತಾರೆ. ಈ ಜಾಗದಲ್ಲಿ ಮಸ್ಜಿದ್-ಎ ಅಕ್ಸಾ ಸಸ್ನಾಬಲ್ ಜಮಾತ್ ಸಂಸ್ಥೆಯವರು ಕಟ್ಟಡವನ್ನು ಕಟ್ಟಲು ಯಾರಿಗಾದರೂ ಆಕ್ಷೇಪಣೆ ಇದ್ದಲ್ಲಿ, ಜನವರಿ 30ರ ಒಳಗಾಗಿ ಅಗತ್ಯ ದಾಖಲಾತಿಗಳೊಂದಿಗೆ ಮತ್ತು ಸೂಕ್ತ ಕಾರಣಗಳೊಂದಿಗೆ ಲಿಖಿತ ರೂಪದಲ್ಲಿ ಆಕ್ಷೇಪಣೆ ಸಲ್ಲಿಸಬಹುದು. ನಿಗದಿತ ಅವಧಿಯ ನಂತರ ಬಂದ ಆಕ್ಷೇಪಣೆಗಳನ್ನು ಪರಿಗಣಿಸಲಾಗುವುದಿಲ್ಲ ಎಂದು ಕೊಪ್ಪಳ ನಗರಸಭೆ ಪೌರಾಯುಕ್ತರು ಪ್ರಕಟಣೆಯಲ್ಲಿ ತಿಳಿಸಿದ್ದಾರೆ. <box>566 1345 758 1433</box>
sidebar-address: ಗುರುಸಿದ್ಧೇಶ್ವರ ಲೈನ್ ಮೇನ್‌ಬಜಾರ್, ಹೊಸಪೇಟೆ ವಿಜಯನಗರ ಜಿಲ್ಲೆ. <box>781 195 924 217</box>
ceremony-photo-icon <box>207 134 757 350</box>
poem-stanza-2: ನೀಲಿ ಕಣ್ಣಿನ ಬೆಡಗಿ ನಿನ್ನ ತೊಡಿಗೆಗೆ ನೀನಾದೆ ನಗು ಮುಖದ ಮಲ್ಲಿಗೆ ಹೂವು ಸೌಂದರ್ಯದ ಕಂಪು ಸೂಸಿದೆ <box>763 887 942 927</box>
sidebar-phone1: 94484 41484 <box>805 448 900 463</box>
kapali-title <box>368 1262 758 1338</box>
lead-subhead1-block <box>10 360 202 604</box>
lead-subhead1: "ಸಾವಯವ ಕೃಷಿ ನೀತಿ" <box>67 361 145 372</box>
issue-date: ಶುಕ್ರವಾರ 24-01-2025 <box>8 3 134 18</box>
shala-col2 <box>566 1038 758 1246</box>
page-number: ಪುಟ-3 <box>901 3 935 18</box>
divider-5 <box>368 1252 758 1254</box>
weather-title: ಹವಾಮಾನ <box>763 507 942 525</box>
poem-stanza-1: ರುದ್ರಾಕ್ಷಿ ಮಾಲೆ ಕೊರಳೊಳಗೆ ಕೈಯೊಳು ಜೋಳು ಬಿದ್ದ ಶಿವದಾರ ಎಂದರ ಹಸಿವಿಗೆ ಬಿದ್ದು ಉಗುರಿನ ಏರಿಳಿತ ಕೊಡುತಿದೆ ಆ ಹಿರಿಯ ನೆನಪು ಮೌನದಲಿ ನೀ ಬರೆದೆಯಾ ಬಿರುಸಿನ ಕವಿತೆ ಓ ನೀಲಿ ಕಣ್ಣಿನ ಚೆಲುವೆ <box>767 620 929 662</box>
devaraj-title-line1: ಡಿ.ದೇವರಾಜ ಅರಸು ವಿದೇಶಿ ವ್ಯಾಸಂಗ <box>89 1038 283 1057</box>
ragi-title: ರಾಗಿ ತಿಂದವನು ನಿರೋಗಿ ಸಿರಿಧಾನ್ಯಗಳ ಸೇವನೆ ಆರೋಗ್ಯಕ್ಕೆ ಉತ್ತಮ <box>581 353 757 387</box>
groupb-col1 <box>10 692 184 1026</box>
poem-portrait <box>767 685 939 885</box>
